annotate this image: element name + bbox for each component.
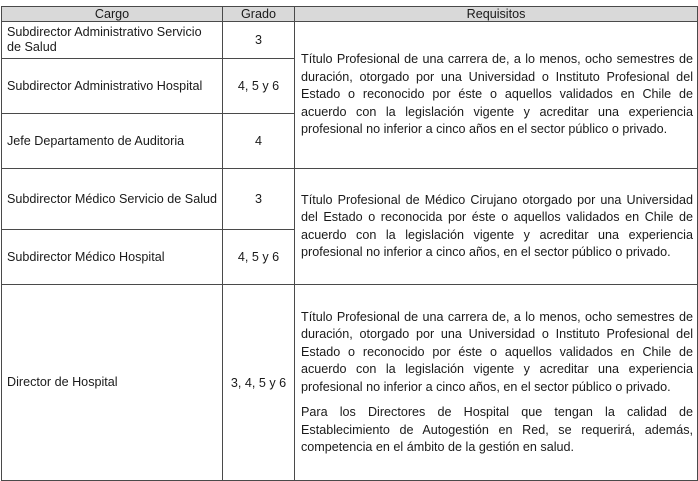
table-header-row [2, 7, 698, 22]
requisitos-cell-medico [295, 169, 698, 285]
table-row [2, 169, 698, 230]
requisitos-cell-director [295, 285, 698, 481]
header-requisitos: Requisitos [295, 7, 698, 22]
requisitos-cell-administrativo [295, 22, 698, 169]
requisitos-text: Título Profesional de una carrera de, a lo menos, ocho semestres de duración, otorgado por una Universidad o Instituto Profesional del Estado o reconocido por éste o aquellos validados en Chile de acuerdo con la legislación vigente y acreditar una experiencia profesional no inferior a cinco años en el sector público o privado. [301, 52, 693, 137]
grado-cell: 4, 5 y 6 [223, 230, 295, 285]
cargo-cell: Jefe Departamento de Auditoria [2, 114, 223, 169]
grado-cell: 4 [223, 114, 295, 169]
cargo-cell: Subdirector Médico Servicio de Salud [2, 169, 223, 230]
table-row [2, 285, 698, 481]
grado-cell: 3 [223, 22, 295, 59]
grado-cell: 4, 5 y 6 [223, 59, 295, 114]
requisitos-note: Para los Directores de Hospital que tengan la calidad de Establecimiento de Autogestión en Red, se requerirá, además, competencia en el ámbito de la gestión en salud. [301, 405, 693, 454]
requisitos-table [1, 6, 698, 481]
cargo-cell: Subdirector Administrativo Hospital [2, 59, 223, 114]
requisitos-text: Título Profesional de Médico Cirujano otorgado por una Universidad del Estado o reconocida por éste o aquellos validados en Chile de acuerdo con la legislación vigente y acreditar una experiencia profesional no inferior a cinco años, en el sector público o privado. [301, 192, 693, 259]
header-cargo: Cargo [2, 7, 223, 22]
cargo-cell: Subdirector Administrativo Servicio de Salud [2, 22, 223, 59]
cargo-cell: Subdirector Médico Hospital [2, 230, 223, 285]
requisitos-text: Título Profesional de una carrera de, a lo menos, ocho semestres de duración, otorgado por una Universidad o Instituto Profesional del Estado o reconocido por éste o aquellos validados en Chile de acuerdo con la legislación vigente y acreditar una experiencia profesional no inferior a cinco años, en el sector público o privado. [301, 309, 693, 394]
table-row [2, 22, 698, 59]
header-grado: Grado [223, 7, 295, 22]
grado-cell: 3, 4, 5 y 6 [223, 285, 295, 481]
cargo-cell: Director de Hospital [2, 285, 223, 481]
grado-cell: 3 [223, 169, 295, 230]
